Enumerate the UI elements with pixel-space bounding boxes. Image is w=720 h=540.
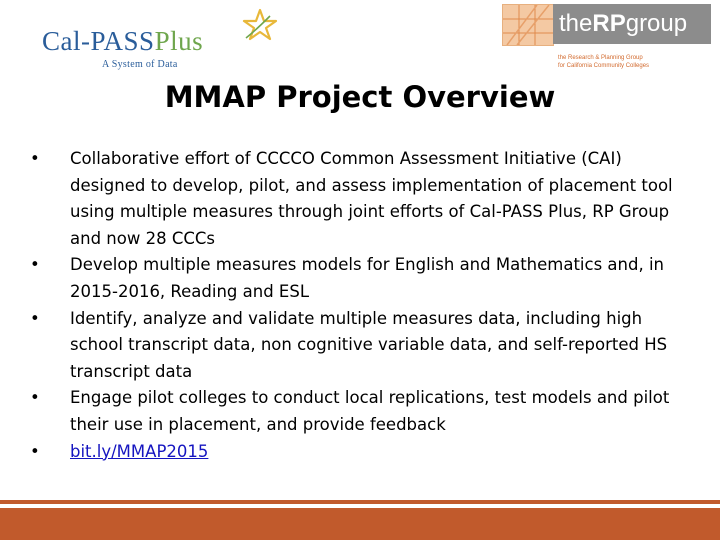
mmap-link[interactable]: bit.ly/MMAP2015 — [70, 441, 209, 461]
calpass-brand-plus: Plus — [154, 26, 204, 56]
bullet-text: Identify, analyze and validate multiple measures data, including high school transcript data, non cognitive variable data, and self-reported HS transcript data — [70, 308, 668, 381]
rpgroup-logo — [502, 4, 712, 74]
calpass-tagline: A System of Data — [102, 59, 178, 70]
rpgroup-name-suffix: group — [625, 10, 688, 37]
rpgroup-grid-icon — [503, 5, 553, 45]
bullet-icon: • — [30, 255, 40, 275]
bullet-item — [30, 306, 690, 386]
bullet-icon: • — [30, 388, 40, 408]
bullet-item — [30, 385, 690, 438]
footer-divider — [0, 500, 720, 504]
calpass-brand-text — [42, 26, 203, 57]
bullet-text: Engage pilot colleges to conduct local replications, test models and pilot their use in placement, and provide feedback — [70, 388, 670, 434]
bullet-item — [30, 252, 690, 305]
rpgroup-subtitle-line1: the Research & Planning Group — [558, 55, 643, 61]
rpgroup-name-bold: RP — [592, 10, 626, 37]
star-icon — [240, 8, 280, 42]
rpgroup-subtitle-line2: for California Community Colleges — [558, 63, 650, 69]
rpgroup-name — [553, 4, 711, 44]
bullet-text: Collaborative effort of CCCCO Common Assessment Initiative (CAI) designed to develop, pilot, and assess implementation of placement tool using multiple measures through joint efforts of Cal-PASS Plus, RP Group and now 28 CCCs — [70, 149, 673, 248]
rpgroup-name-prefix: the — [559, 10, 593, 37]
bullet-icon: • — [30, 149, 40, 168]
footer-bar — [0, 508, 720, 540]
calpass-plus-logo — [42, 8, 272, 72]
bullet-text: Develop multiple measures models for English and Mathematics and, in 2015-2016, Reading and ESL — [70, 255, 665, 301]
rpgroup-subtitle — [558, 54, 712, 70]
bullet-item — [30, 439, 690, 466]
bullet-icon: • — [30, 308, 40, 328]
rpgroup-mark — [502, 4, 554, 46]
calpass-brand-main: Cal-PASS — [42, 26, 155, 56]
bullet-list — [30, 146, 690, 465]
bullet-icon: • — [30, 441, 40, 461]
bullet-item — [30, 146, 690, 252]
slide-title: MMAP Project Overview — [164, 80, 556, 114]
